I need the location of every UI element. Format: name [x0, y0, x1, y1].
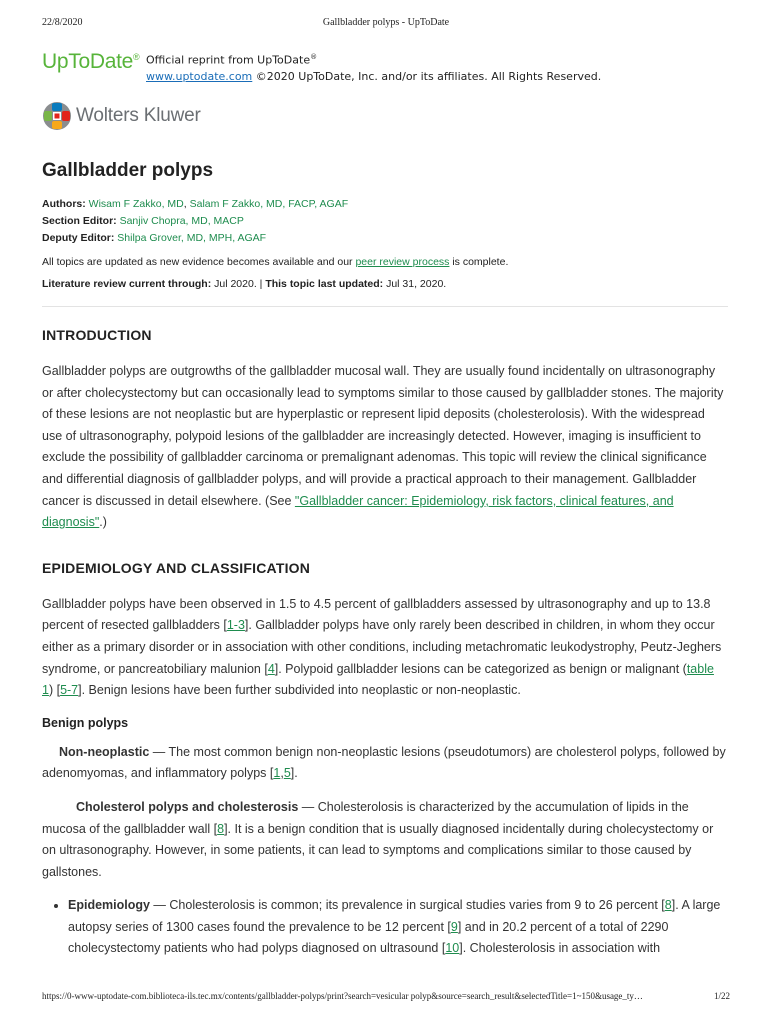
- update-notice: All topics are updated as new evidence becomes available and our peer review process is complete.: [42, 256, 509, 268]
- reference-link[interactable]: 1: [273, 766, 281, 781]
- reference-link[interactable]: 9: [450, 919, 458, 934]
- table-link[interactable]: table 1: [42, 661, 714, 698]
- epidemiology-paragraph: Gallbladder polyps have been observed in 1.5 to 4.5 percent of gallbladders assessed by ultrasonography and up to 13.8 percent of resected gallbladders [1-3]. Gallbladder polyps have only rarely been described in children, in whom they occur either as a primary disorder or in association with other conditions, including metachromatic leukodystrophy, Peutz-Jeghers syndrome, or pancreatobiliary malunion [4]. Polypoid gallbladder lesions can be categorized as benign or malignant (table 1) [5-7]. Benign lesions have been further subdivided into neoplastic or non-neoplastic.: [42, 596, 722, 698]
- section-divider: [42, 306, 728, 307]
- article-title: Gallbladder polyps: [42, 160, 214, 181]
- uptodate-logo: UpToDate®: [42, 50, 140, 73]
- reference-link[interactable]: 8: [217, 821, 225, 836]
- authors-line: Authors: Wisam F Zakko, MD, Salam F Zakko, MD, FACP, AGAF: [42, 198, 349, 210]
- introduction-heading: INTRODUCTION: [42, 327, 152, 343]
- print-header: [42, 17, 730, 31]
- copyright-text: ©2020 UpToDate, Inc. and/or its affiliates. All Rights Reserved.: [252, 69, 602, 83]
- wolters-kluwer-name: Wolters Kluwer: [76, 105, 201, 126]
- print-url: https://0-www-uptodate-com.biblioteca-ils.tec.mx/contents/gallbladder-polyps/print?search=vesicular polyp&source=search_result&selectedTitle=1~150&usage_ty…: [42, 991, 643, 1001]
- deputy-editor-line: Deputy Editor: Shilpa Grover, MD, MPH, AGAF: [42, 232, 267, 244]
- article-content: [42, 160, 728, 960]
- reference-link[interactable]: 1-3: [226, 618, 245, 633]
- print-date: 22/8/2020: [42, 17, 83, 28]
- cholesterol-polyps-paragraph: Cholesterol polyps and cholesterosis — Cholesterolosis is characterized by the accumulation of lipids in the mucosa of the gallbladder wall [8]. It is a benign condition that is usually diagnosed incidentally during cholecystectomy or on ultrasonography. However, in some patients, it can lead to symptoms and complications similar to those caused by gallstones.: [42, 799, 714, 879]
- reprint-notice: Official reprint from UpToDate® www.uptodate.com ©2020 UpToDate, Inc. and/or its affiliates. All Rights Reserved.: [146, 53, 602, 83]
- print-footer: [42, 991, 730, 1005]
- wolters-kluwer-globe-icon: [42, 101, 72, 131]
- reprint-text: Official reprint from UpToDate: [146, 53, 311, 67]
- reference-link[interactable]: 5: [283, 766, 291, 781]
- cholesterolosis-bullets: [42, 895, 728, 960]
- author-link[interactable]: Wisam F Zakko, MD: [88, 198, 184, 210]
- non-neoplastic-paragraph: Non-neoplastic — The most common benign non-neoplastic lesions (pseudotumors) are cholesterol polyps, followed by adenomyomas, and inflammatory polyps [1,5].: [42, 744, 726, 781]
- introduction-paragraph: Gallbladder polyps are outgrowths of the gallbladder mucosal wall. They are usually found incidentally on ultrasonography or after cholecystectomy but can occasionally lead to symptoms similar to those caused by gallbladder stones. The majority of these lesions are not neoplastic but are hyperplastic or represent lipid deposits (cholesterolosis). With the widespread use of ultrasonography, polypoid lesions of the gallbladder are increasingly detected. However, imaging is insufficient to exclude the possibility of gallbladder carcinoma or premalignant adenomas. This topic will review the clinical significance and differential diagnosis of gallbladder polyps, and will provide a practical approach to their management. Gallbladder cancer is discussed in detail elsewhere. (See "Gallbladder cancer: Epidemiology, risk factors, clinical features, and diagnosis".): [42, 364, 724, 530]
- epidemiology-heading: EPIDEMIOLOGY AND CLASSIFICATION: [42, 559, 311, 576]
- gallbladder-cancer-link[interactable]: "Gallbladder cancer: Epidemiology, risk factors, clinical features, and diagnosis": [42, 493, 674, 530]
- deputy-editor-link[interactable]: Shilpa Grover, MD, MPH, AGAF: [117, 232, 267, 244]
- literature-review-line: Literature review current through: Jul 2020. | This topic last updated: Jul 31, 2020.: [42, 278, 447, 290]
- section-editor-line: Section Editor: Sanjiv Chopra, MD, MACP: [42, 215, 244, 227]
- reference-link[interactable]: 5-7: [60, 683, 79, 698]
- peer-review-link[interactable]: peer review process: [355, 256, 450, 268]
- brand-row: [42, 49, 730, 85]
- reference-link[interactable]: 8: [664, 898, 672, 913]
- benign-polyps-heading: Benign polyps: [42, 715, 129, 730]
- page-number: 1/22: [713, 991, 730, 1001]
- reference-link[interactable]: 4: [267, 661, 275, 676]
- reference-link[interactable]: 10: [445, 941, 460, 956]
- author-link[interactable]: Salam F Zakko, MD, FACP, AGAF: [189, 198, 349, 210]
- print-page-title: Gallbladder polyps - UpToDate: [322, 17, 450, 28]
- list-item: • Epidemiology — Cholesterolosis is common; its prevalence in surgical studies varies from 9 to 26 percent [8]. A large autopsy series of 1300 cases found the prevalence to be 12 percent [9] and in 20.2 percent of a total of 2290 cholecystectomy patients who had polyps diagnosed on ultrasound [10]. Cholesterolosis in association with: [68, 895, 728, 960]
- section-editor-link[interactable]: Sanjiv Chopra, MD, MACP: [119, 215, 244, 227]
- uptodate-site-link[interactable]: www.uptodate.com: [146, 69, 253, 83]
- article-meta: [42, 196, 728, 247]
